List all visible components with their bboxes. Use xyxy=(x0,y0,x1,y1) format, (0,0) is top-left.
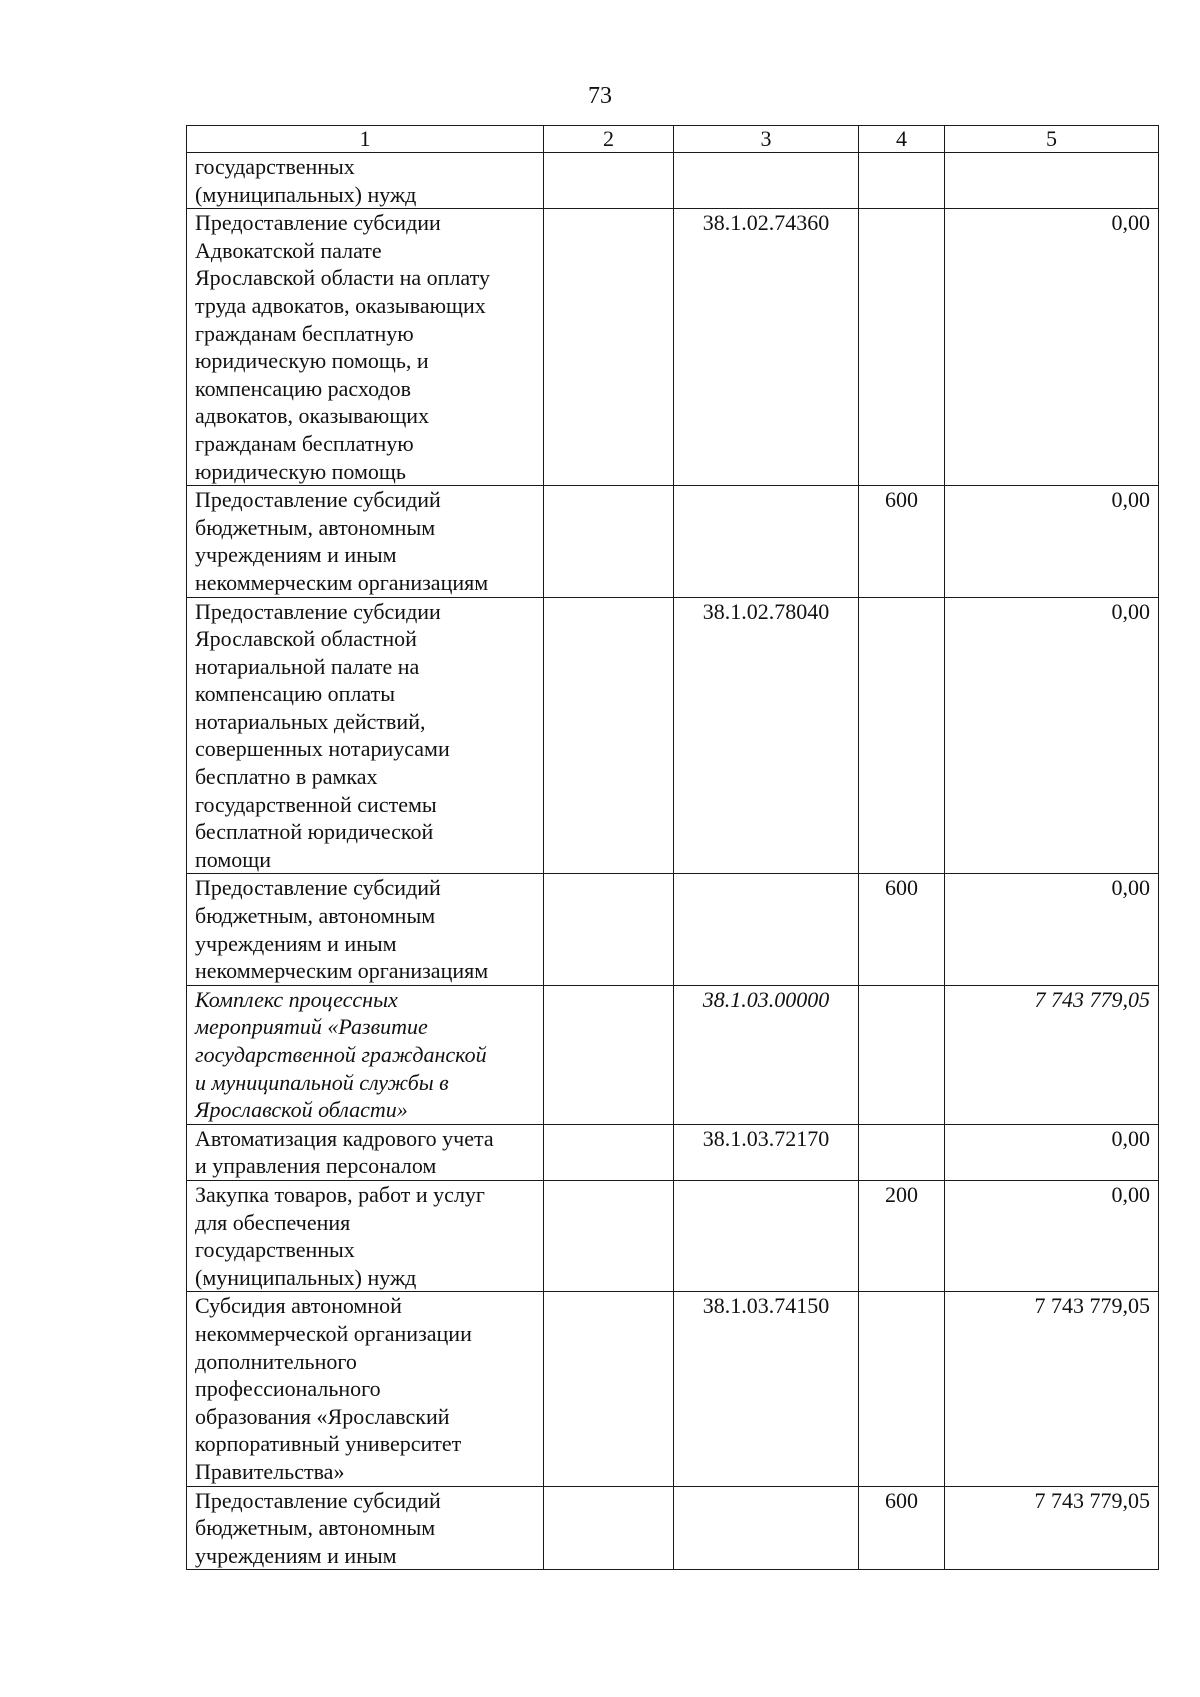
row-code: 38.1.02.74360 xyxy=(674,209,859,486)
row-name: Предоставление субсидий бюджетным, автономным учреждениям и иным некоммерческим организациям xyxy=(187,486,544,597)
row-code xyxy=(674,874,859,985)
row-col2 xyxy=(544,874,674,985)
row-type xyxy=(859,1292,945,1486)
row-amount: 0,00 xyxy=(945,209,1159,486)
row-amount: 0,00 xyxy=(945,874,1159,985)
row-code xyxy=(674,1486,859,1570)
row-col2 xyxy=(544,985,674,1124)
table-row xyxy=(187,874,1159,985)
row-code xyxy=(674,1180,859,1291)
row-type xyxy=(859,985,945,1124)
header-row xyxy=(187,126,1159,153)
page-number: 73 xyxy=(588,83,612,109)
row-amount: 7 743 779,05 xyxy=(945,1292,1159,1486)
row-amount: 7 743 779,05 xyxy=(945,1486,1159,1570)
table-row xyxy=(187,153,1159,209)
row-code: 38.1.03.00000 xyxy=(674,985,859,1124)
row-code xyxy=(674,486,859,597)
row-name: Закупка товаров, работ и услуг для обеспечения государственных (муниципальных) нужд xyxy=(187,1180,544,1291)
header-col-1: 1 xyxy=(187,126,544,153)
header-col-3: 3 xyxy=(674,126,859,153)
header-col-5: 5 xyxy=(945,126,1159,153)
header-col-2: 2 xyxy=(544,126,674,153)
table-row xyxy=(187,1486,1159,1570)
row-type: 200 xyxy=(859,1180,945,1291)
row-name: государственных (муниципальных) нужд xyxy=(187,153,544,209)
row-col2 xyxy=(544,1292,674,1486)
row-amount: 7 743 779,05 xyxy=(945,985,1159,1124)
row-col2 xyxy=(544,486,674,597)
row-code: 38.1.03.72170 xyxy=(674,1124,859,1180)
row-amount: 0,00 xyxy=(945,1180,1159,1291)
row-type xyxy=(859,209,945,486)
table-row xyxy=(187,1180,1159,1291)
row-name: Субсидия автономной некоммерческой организации дополнительного профессионального образования «Ярославский корпоративный университет Правительства» xyxy=(187,1292,544,1486)
table-row xyxy=(187,486,1159,597)
table-row xyxy=(187,597,1159,874)
row-type: 600 xyxy=(859,874,945,985)
budget-table xyxy=(186,125,1159,1570)
row-type: 600 xyxy=(859,486,945,597)
row-name: Предоставление субсидии Ярославской областной нотариальной палате на компенсацию оплаты нотариальных действий, совершенных нотариусами бесплатно в рамках государственной системы бесплатной юридической помощи xyxy=(187,597,544,874)
header-col-4: 4 xyxy=(859,126,945,153)
row-col2 xyxy=(544,1124,674,1180)
row-code: 38.1.03.74150 xyxy=(674,1292,859,1486)
row-type xyxy=(859,153,945,209)
row-col2 xyxy=(544,209,674,486)
table-row xyxy=(187,1292,1159,1486)
row-amount: 0,00 xyxy=(945,1124,1159,1180)
table-row-section xyxy=(187,985,1159,1124)
row-col2 xyxy=(544,153,674,209)
row-type xyxy=(859,597,945,874)
table-row xyxy=(187,1124,1159,1180)
row-amount: 0,00 xyxy=(945,597,1159,874)
row-name: Предоставление субсидий бюджетным, автономным учреждениям и иным xyxy=(187,1486,544,1570)
row-type xyxy=(859,1124,945,1180)
row-code: 38.1.02.78040 xyxy=(674,597,859,874)
row-col2 xyxy=(544,1180,674,1291)
row-code xyxy=(674,153,859,209)
table-row xyxy=(187,209,1159,486)
row-col2 xyxy=(544,1486,674,1570)
row-amount: 0,00 xyxy=(945,486,1159,597)
row-col2 xyxy=(544,597,674,874)
row-type: 600 xyxy=(859,1486,945,1570)
row-name: Предоставление субсидий бюджетным, автономным учреждениям и иным некоммерческим организациям xyxy=(187,874,544,985)
row-name: Автоматизация кадрового учета и управления персоналом xyxy=(187,1124,544,1180)
row-name: Комплекс процессных мероприятий «Развитие государственной гражданской и муниципальной службы в Ярославской области» xyxy=(187,985,544,1124)
row-name: Предоставление субсидии Адвокатской палате Ярославской области на оплату труда адвокатов, оказывающих гражданам бесплатную юридическую помощь, и компенсацию расходов адвокатов, оказывающих гражданам бесплатную юридическую помощь xyxy=(187,209,544,486)
row-amount xyxy=(945,153,1159,209)
